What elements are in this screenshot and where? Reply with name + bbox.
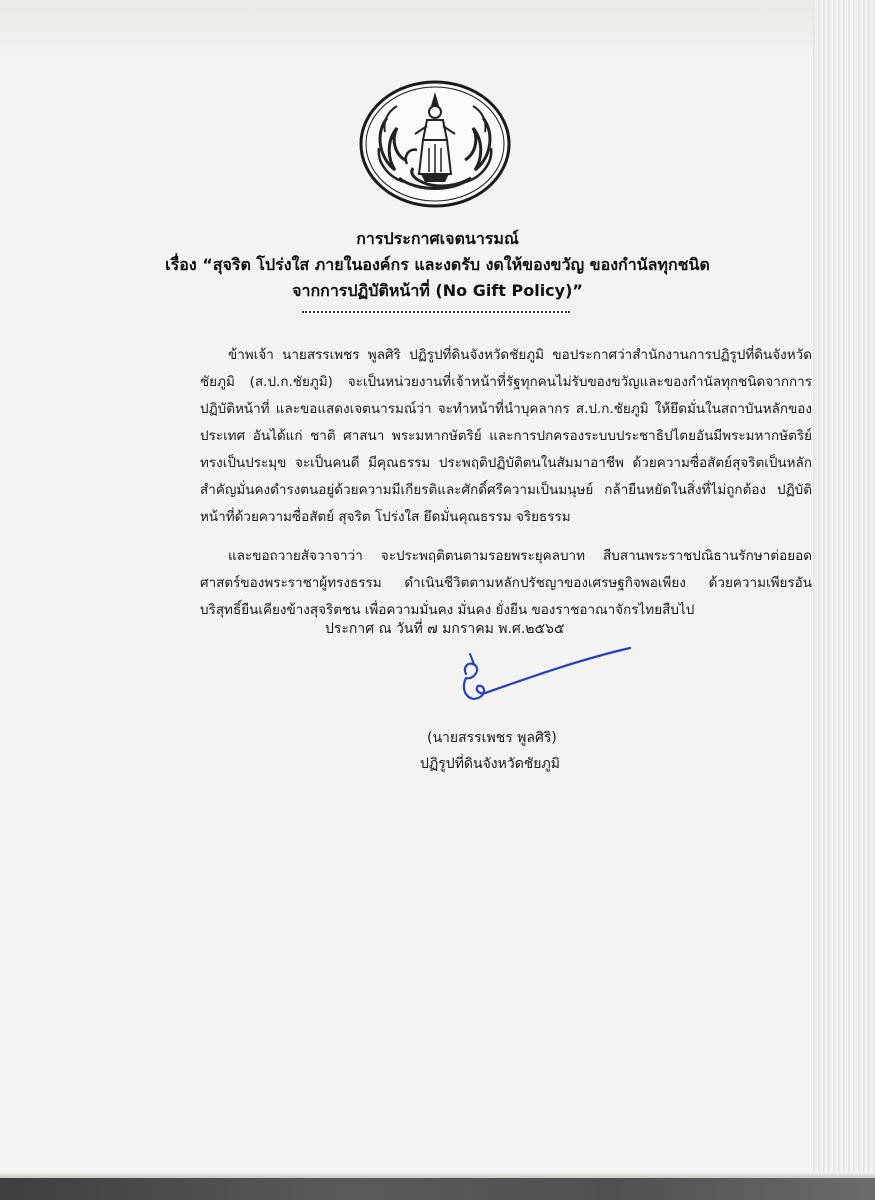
dotted-divider xyxy=(302,311,570,313)
signer-position: ปฏิรูปที่ดินจังหวัดชัยภูมิ xyxy=(420,756,560,772)
document-subject-line-1: เรื่อง “สุจริต โปร่งใส ภายในองค์กร และงดรับ งดให้ของขวัญ ของกำนัลทุกชนิด xyxy=(165,255,710,274)
scan-top-shade xyxy=(0,0,875,58)
alro-emblem-seal xyxy=(357,78,513,210)
handwritten-signature xyxy=(448,640,638,710)
body-paragraph-2: และขอถวายสัจวาจาว่า จะประพฤติตนตามรอยพระยุคลบาท สืบสานพระราชปณิธานรักษาต่อยอดศาสตร์ของพระราชาผู้ทรงธรรม ดำเนินชีวิตตามหลักปรัชญาของเศรษฐกิจพอเพียง ด้วยความเพียรอันบริสุทธิ์ยืนเคียงข้างสุจริตชน เพื่อความมั่นคง มั่นคง ยั่งยืน ของราชอาณาจักรไทยสืบไป xyxy=(200,548,812,618)
document-subject-line-2: จากการปฏิบัติหน้าที่ (No Gift Policy)” xyxy=(292,281,583,300)
body-paragraph-1: ข้าพเจ้า นายสรรเพชร พูลศิริ ปฏิรูปที่ดินจังหวัดชัยภูมิ ขอประกาศว่าสำนักงานการปฏิรูปที่ดินจังหวัดชัยภูมิ (ส.ป.ก.ชัยภูมิ) จะเป็นหน่วยงานที่เจ้าหน้าที่รัฐทุกคนไม่รับของขวัญและของกำนัลทุกชนิดจากการปฏิบัติหน้าที่ และขอแสดงเจตนารมณ์ว่า จะทำหน้าที่นำบุคลากร ส.ป.ก.ชัยภูมิ ให้ยึดมั่นในสถาบันหลักของประเทศ อันได้แก่ ชาติ ศาสนา พระมหากษัตริย์ และการปกครองระบบประชาธิปไตยอันมีพระมหากษัตริย์ทรงเป็นประมุข จะเป็นคนดี มีคุณธรรม ประพฤติปฏิบัติตนในสัมมาอาชีพ ด้วยความซื่อสัตย์สุจริตเป็นหลักสำคัญมั่นคงดำรงตนอยู่ด้วยความมีเกียรติและศักดิ์ศรีความเป็นมนุษย์ กล้ายืนหยัดในสิ่งที่ไม่ถูกต้อง ปฏิบัติหน้าที่ด้วยความซื่อสัตย์ สุจริต โปร่งใส ยึดมั่นคุณธรรม จริยธรรม xyxy=(200,347,812,525)
document-body xyxy=(200,342,812,636)
document-title: การประกาศเจตนารมณ์ xyxy=(356,229,519,248)
scanner-bottom-bar xyxy=(0,1178,875,1200)
document-header xyxy=(0,226,875,304)
signer-name: (นายสรรเพชร พูลศิริ) xyxy=(427,730,557,746)
announcement-date: ประกาศ ณ วันที่ ๗ มกราคม พ.ศ.๒๕๖๕ xyxy=(325,621,565,637)
stacked-page-edges xyxy=(813,0,875,1180)
